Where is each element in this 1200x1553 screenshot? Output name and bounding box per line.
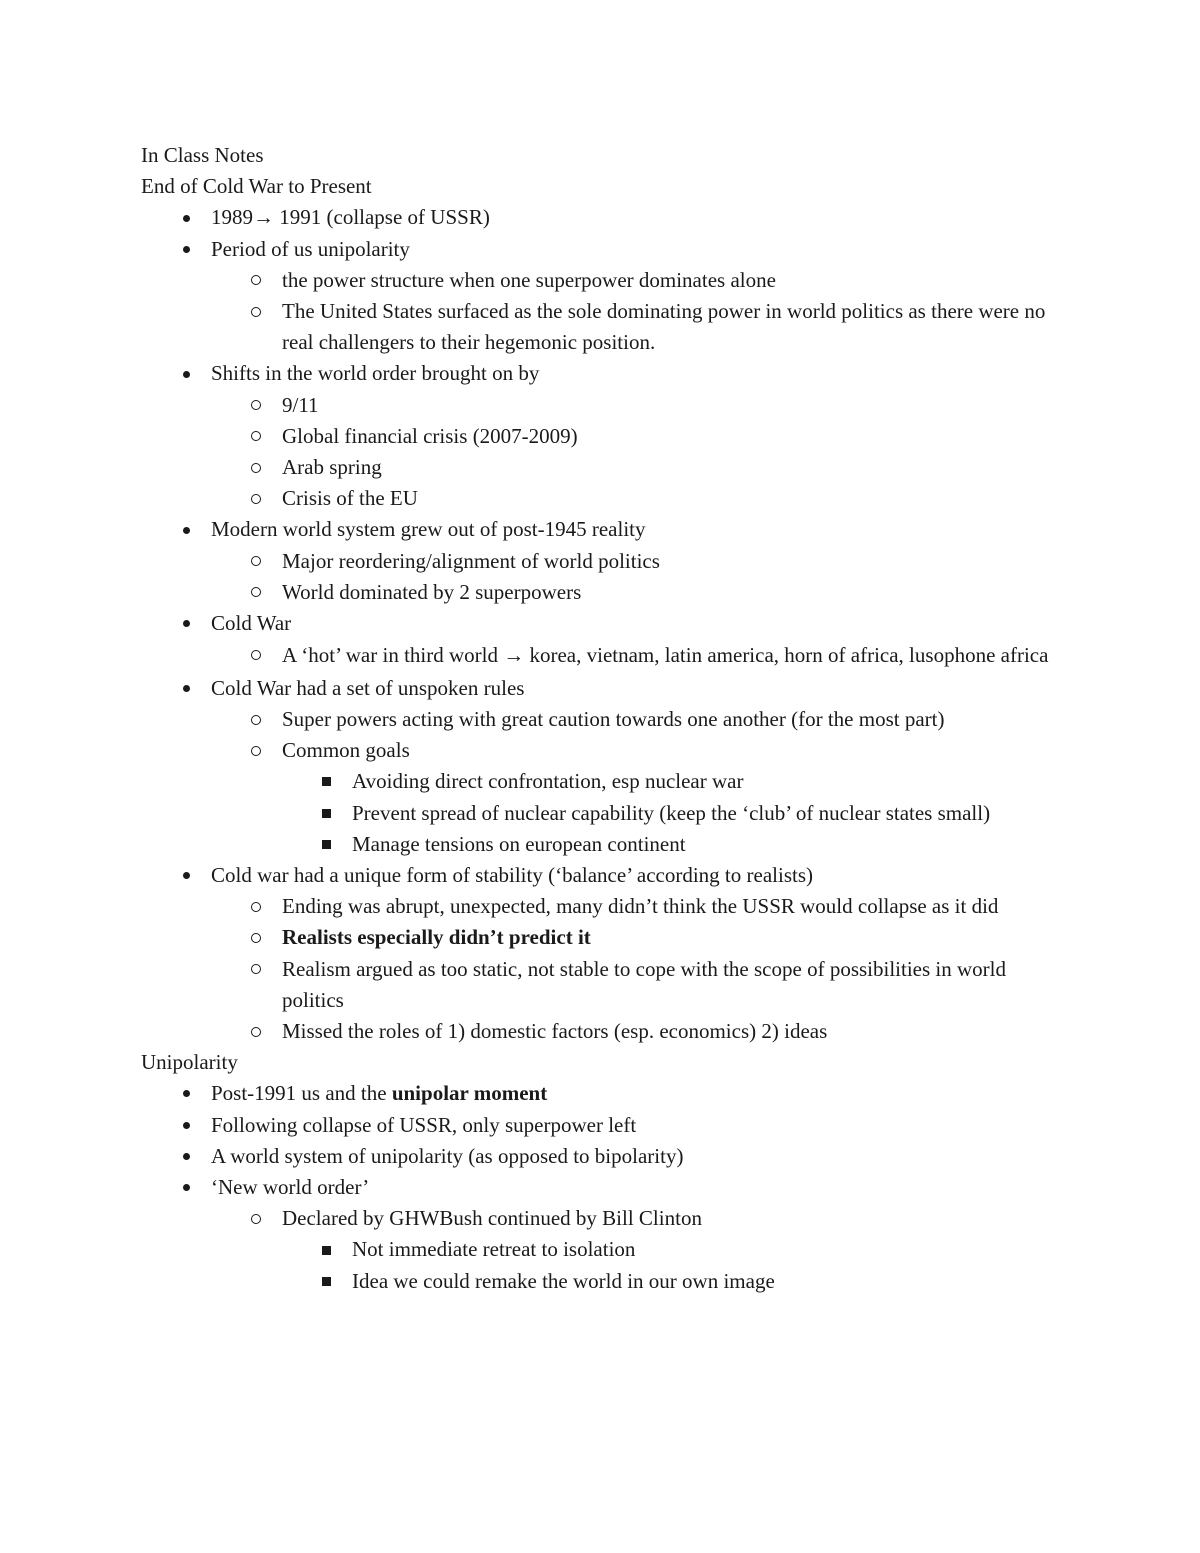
section1-list — [141, 202, 1071, 1047]
page-title: In Class Notes — [141, 143, 264, 167]
list-item: Cold War had a set of unspoken rules Super powers acting with great caution towards one another (for the most part) Common goals Avoiding direct confrontation, esp nuclear war Prevent spread of nuclear capability (keep the ‘club’ of nuclear states small) Manage tensions on european continent — [141, 673, 1071, 860]
list-item: Major reordering/alignment of world politics — [141, 546, 1071, 577]
bullet-dot-icon — [177, 860, 195, 891]
list-item: 9/11 — [141, 390, 1071, 421]
bullet-dot-icon — [177, 1141, 195, 1172]
bullet-ring-icon — [247, 390, 265, 421]
list-item: Prevent spread of nuclear capability (keep the ‘club’ of nuclear states small) — [141, 798, 1071, 829]
bullet-dot-icon — [177, 202, 195, 233]
list-item: Post-1991 us and the unipolar moment — [141, 1078, 1071, 1109]
bullet-dot-icon — [177, 673, 195, 704]
bullet-square-icon — [317, 1266, 335, 1297]
list-item: Realists especially didn’t predict it — [141, 922, 1071, 953]
list-item: The United States surfaced as the sole dominating power in world politics as there were no real challengers to their hegemonic position. — [141, 296, 1071, 358]
bullet-ring-icon — [247, 296, 265, 327]
list-item: Cold war had a unique form of stability (‘balance’ according to realists) Ending was abrupt, unexpected, many didn’t think the USSR would collapse as it did Realists especially didn’t predict it Realism argued as too static, not stable to cope with the scope of possibilities in world politics Missed the roles of 1) domestic factors (esp. economics) 2) ideas — [141, 860, 1071, 1047]
list-item: Shifts in the world order brought on by 9/11 Global financial crisis (2007-2009) Arab spring Crisis of the EU — [141, 358, 1071, 514]
bullet-square-icon — [317, 798, 335, 829]
bullet-dot-icon — [177, 1172, 195, 1203]
list-item: Realism argued as too static, not stable to cope with the scope of possibilities in world politics — [141, 954, 1071, 1016]
list-item: Idea we could remake the world in our own image — [141, 1266, 1071, 1297]
bullet-ring-icon — [247, 1016, 265, 1047]
list-item: A world system of unipolarity (as opposed to bipolarity) — [141, 1141, 1071, 1172]
bullet-ring-icon — [247, 421, 265, 452]
list-item: Manage tensions on european continent — [141, 829, 1071, 860]
bullet-dot-icon — [177, 1078, 195, 1109]
bullet-ring-icon — [247, 265, 265, 296]
section2-list — [141, 1078, 1071, 1296]
list-item: Not immediate retreat to isolation — [141, 1234, 1071, 1265]
bullet-ring-icon — [247, 922, 265, 953]
list-item: Declared by GHWBush continued by Bill Clinton Not immediate retreat to isolation Idea we could remake the world in our own image — [141, 1203, 1071, 1297]
bullet-dot-icon — [177, 234, 195, 265]
bullet-ring-icon — [247, 639, 265, 670]
list-item: Modern world system grew out of post-1945 reality Major reordering/alignment of world politics World dominated by 2 superpowers — [141, 514, 1071, 608]
bullet-ring-icon — [247, 1203, 265, 1234]
list-item: Cold War A ‘hot’ war in third world → korea, vietnam, latin america, horn of africa, lusophone africa — [141, 608, 1071, 673]
bullet-ring-icon — [247, 452, 265, 483]
bullet-ring-icon — [247, 735, 265, 766]
bullet-square-icon — [317, 766, 335, 797]
bullet-ring-icon — [247, 577, 265, 608]
bullet-dot-icon — [177, 358, 195, 389]
bullet-dot-icon — [177, 608, 195, 639]
bullet-dot-icon — [177, 514, 195, 545]
list-item: Common goals Avoiding direct confrontation, esp nuclear war Prevent spread of nuclear capability (keep the ‘club’ of nuclear states small) Manage tensions on european continent — [141, 735, 1071, 860]
bullet-square-icon — [317, 1234, 335, 1265]
list-item: Arab spring — [141, 452, 1071, 483]
section-heading-unipolarity: Unipolarity — [141, 1050, 238, 1075]
bullet-ring-icon — [247, 704, 265, 735]
list-item: A ‘hot’ war in third world → korea, vietnam, latin america, horn of africa, lusophone africa — [141, 639, 1071, 673]
list-item: the power structure when one superpower dominates alone — [141, 265, 1071, 296]
bullet-square-icon — [317, 829, 335, 860]
list-item: Ending was abrupt, unexpected, many didn’t think the USSR would collapse as it did — [141, 891, 1071, 922]
list-item: World dominated by 2 superpowers — [141, 577, 1071, 608]
bullet-ring-icon — [247, 483, 265, 514]
list-item: 1989→ 1991 (collapse of USSR) — [141, 202, 1071, 233]
bullet-ring-icon — [247, 891, 265, 922]
list-item: ‘New world order’ Declared by GHWBush continued by Bill Clinton Not immediate retreat to isolation Idea we could remake the world in our own image — [141, 1172, 1071, 1297]
section-heading-end-of-cold-war: End of Cold War to Present — [141, 174, 372, 199]
list-item: Missed the roles of 1) domestic factors (esp. economics) 2) ideas — [141, 1016, 1071, 1047]
list-item: Crisis of the EU — [141, 483, 1071, 514]
bullet-ring-icon — [247, 546, 265, 577]
bullet-dot-icon — [177, 1110, 195, 1141]
notes-page — [141, 140, 1071, 1297]
list-item: Avoiding direct confrontation, esp nuclear war — [141, 766, 1071, 797]
list-item: Following collapse of USSR, only superpower left — [141, 1110, 1071, 1141]
list-item: Period of us unipolarity the power structure when one superpower dominates alone The United States surfaced as the sole dominating power in world politics as there were no real challengers to their hegemonic position. — [141, 234, 1071, 359]
bullet-ring-icon — [247, 954, 265, 985]
list-item: Global financial crisis (2007-2009) — [141, 421, 1071, 452]
list-item: Super powers acting with great caution towards one another (for the most part) — [141, 704, 1071, 735]
